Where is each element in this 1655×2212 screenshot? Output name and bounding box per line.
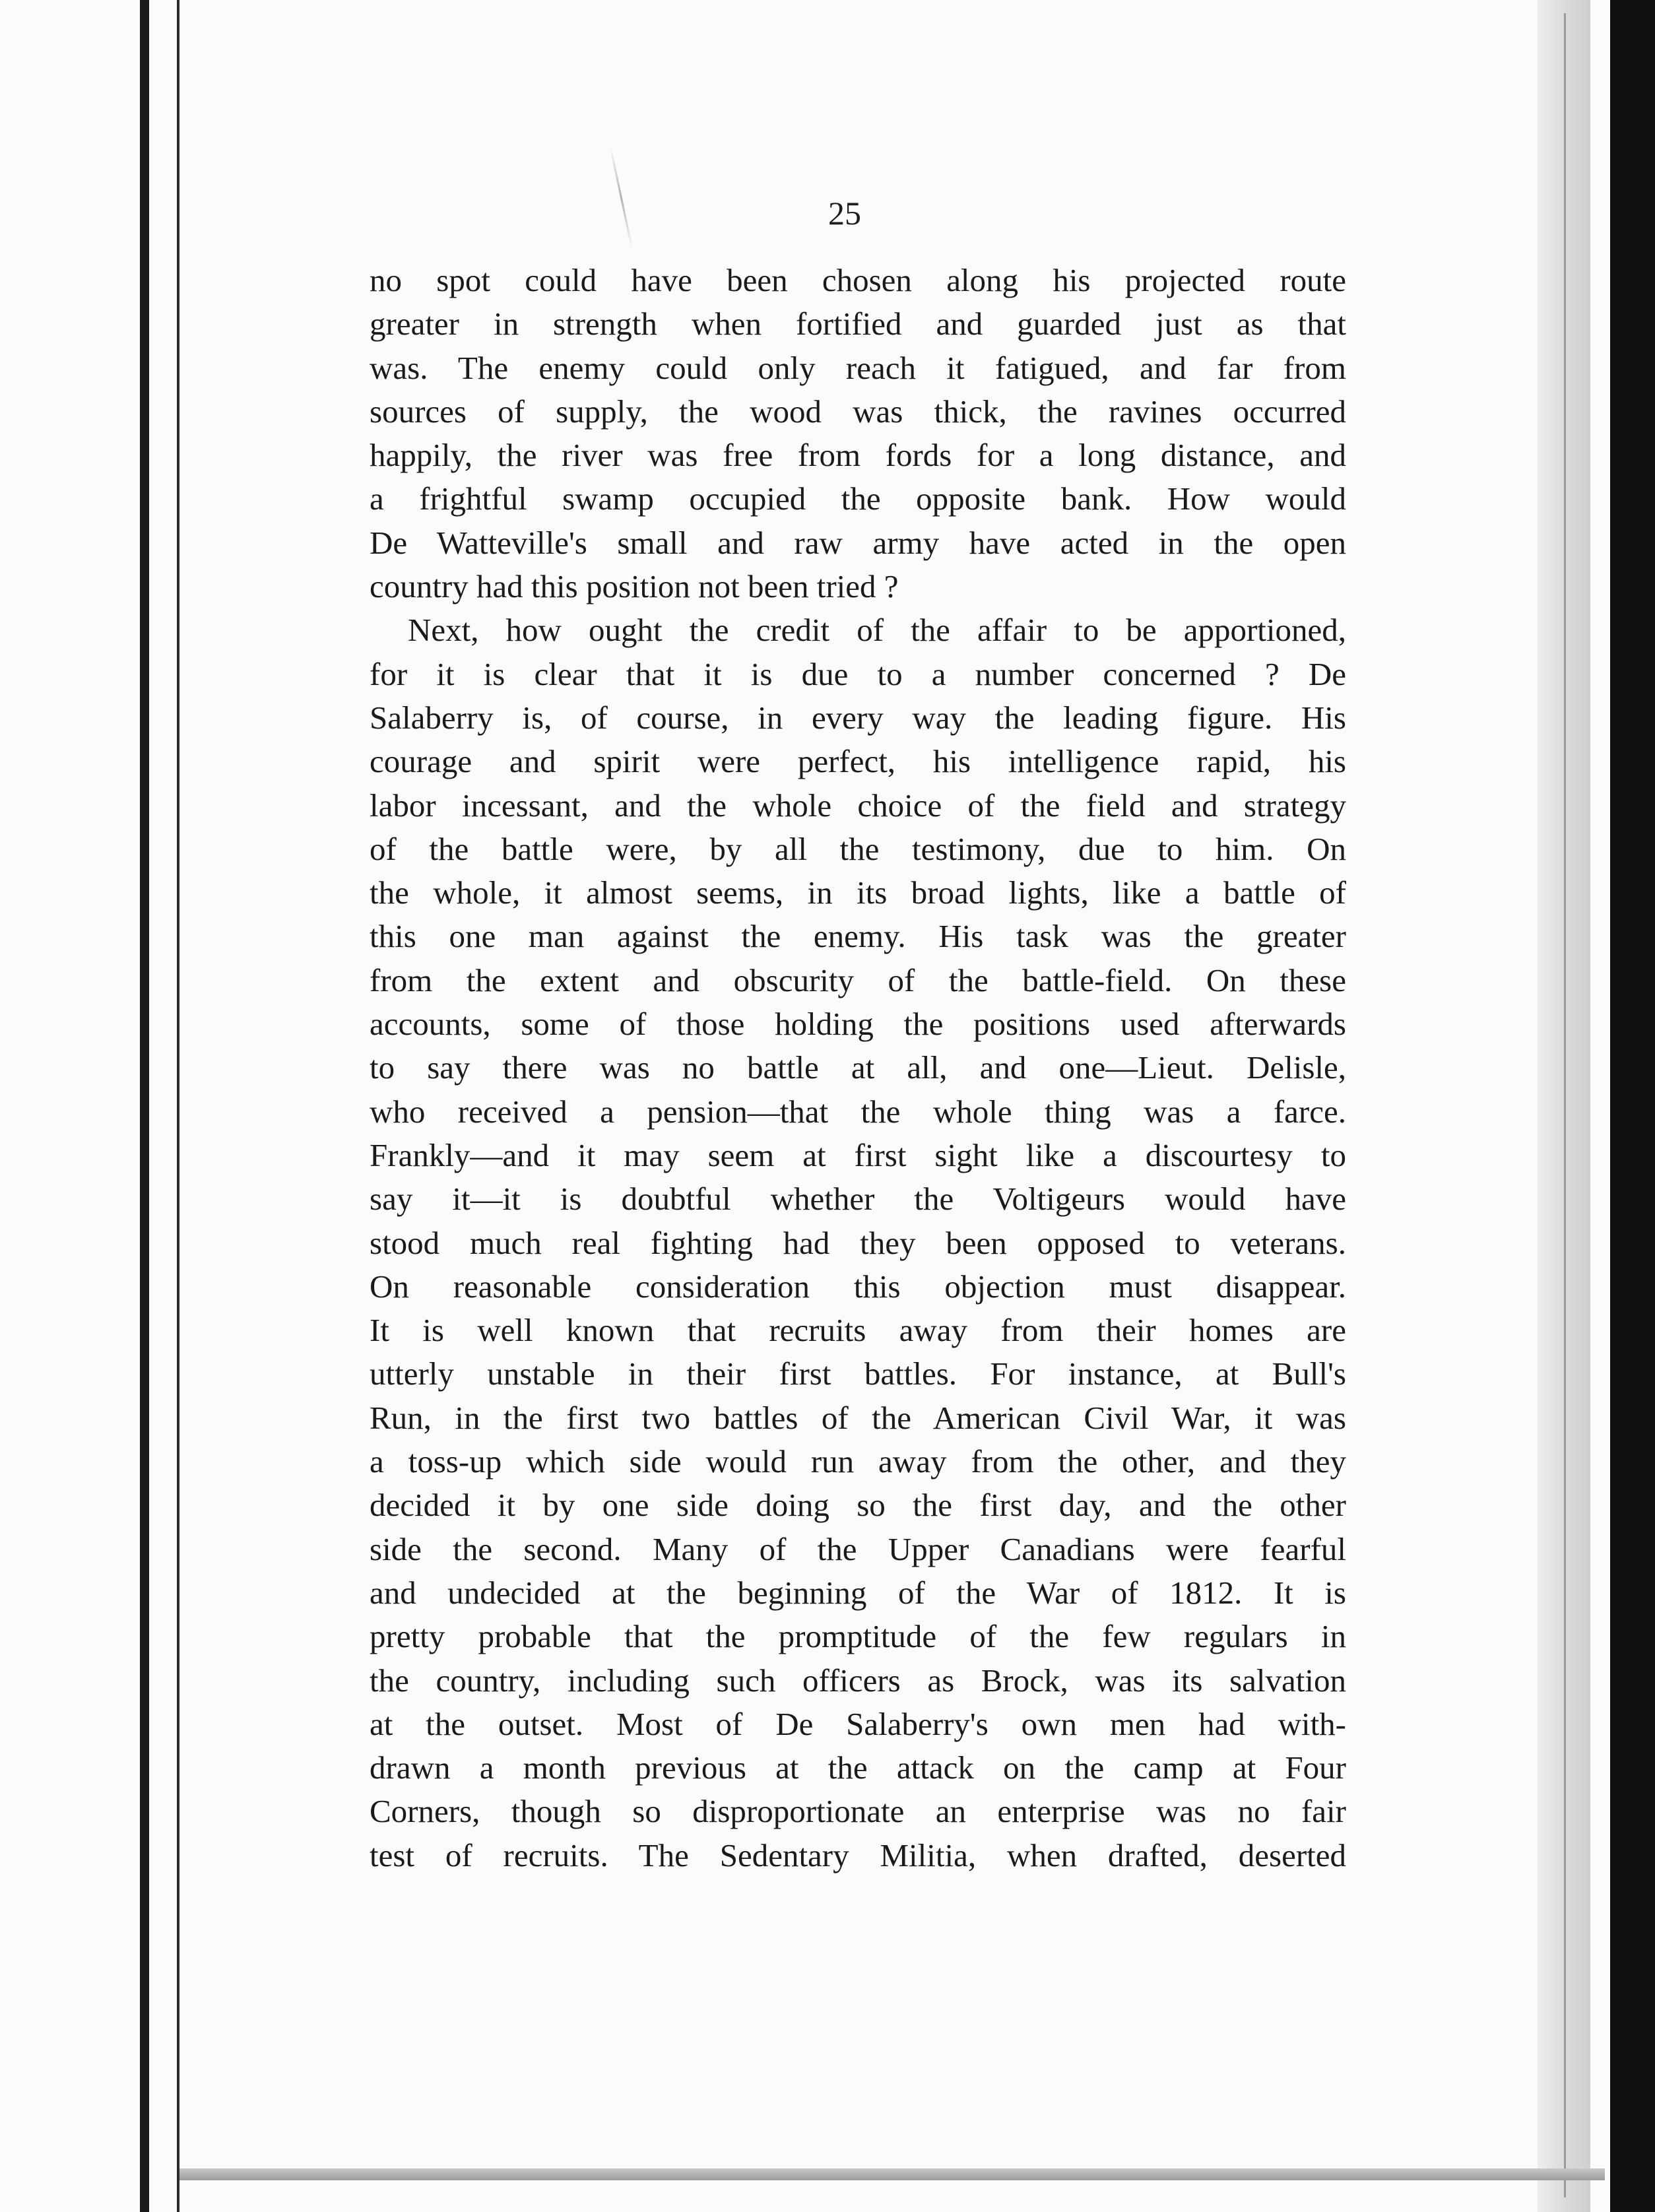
text-line: side the second. Many of the Upper Canadians were fearful bbox=[370, 1530, 1346, 1567]
text-line: greater in strength when fortified and guarded just as that bbox=[370, 306, 1346, 342]
text-line: Corners, though so disproportionate an enterprise was no fair bbox=[370, 1793, 1346, 1830]
text-line: drawn a month previous at the attack on the camp at Four bbox=[370, 1749, 1346, 1786]
text-line: Next, how ought the credit of the affair to be apportioned, bbox=[408, 612, 1346, 649]
text-line: courage and spirit were perfect, his intelligence rapid, his bbox=[370, 743, 1346, 780]
text-line: On reasonable consideration this objection must disappear. bbox=[370, 1268, 1346, 1305]
text-line: the whole, it almost seems, in its broad lights, like a battle of bbox=[370, 874, 1346, 911]
text-line: Frankly—and it may seem at first sight like a discourtesy to bbox=[370, 1136, 1346, 1173]
text-line: utterly unstable in their first battles. For instance, at Bull's bbox=[370, 1355, 1346, 1392]
text-line: no spot could have been chosen along his projected route bbox=[370, 262, 1346, 298]
body-text bbox=[370, 259, 1346, 1877]
page-edge-line bbox=[1564, 13, 1566, 2197]
text-line: who received a pension—that the whole thing was a farce. bbox=[370, 1093, 1346, 1130]
text-line: country had this position not been tried ? bbox=[370, 568, 899, 605]
text-line: stood much real fighting had they been opposed to veterans. bbox=[370, 1224, 1346, 1261]
text-line: pretty probable that the promptitude of the few regulars in bbox=[370, 1618, 1346, 1655]
text-line: was. The enemy could only reach it fatigued, and far from bbox=[370, 349, 1346, 386]
text-line: at the outset. Most of De Salaberry's own men had with- bbox=[370, 1705, 1346, 1742]
text-line: test of recruits. The Sedentary Militia, when drafted, deserted bbox=[370, 1837, 1346, 1873]
text-line: De Watteville's small and raw army have acted in the open bbox=[370, 524, 1346, 561]
page-gutter-line bbox=[177, 0, 179, 2212]
text-line: sources of supply, the wood was thick, the ravines occurred bbox=[370, 393, 1346, 430]
paper-crease bbox=[609, 146, 633, 249]
text-line: from the extent and obscurity of the battle-field. On these bbox=[370, 961, 1346, 998]
text-line: Run, in the first two battles of the American Civil War, it was bbox=[370, 1399, 1346, 1436]
text-line: to say there was no battle at all, and one—Lieut. Delisle, bbox=[370, 1049, 1346, 1086]
text-line: and undecided at the beginning of the War of 1812. It is bbox=[370, 1574, 1346, 1611]
text-line: labor incessant, and the whole choice of the field and strategy bbox=[370, 787, 1346, 824]
page-number: 25 bbox=[828, 195, 861, 232]
text-line: happily, the river was free from fords for a long distance, and bbox=[370, 437, 1346, 474]
text-line: of the battle were, by all the testimony, due to him. On bbox=[370, 830, 1346, 867]
text-line: It is well known that recruits away from their homes are bbox=[370, 1312, 1346, 1349]
text-line: Salaberry is, of course, in every way the leading figure. His bbox=[370, 699, 1346, 736]
text-line: a frightful swamp occupied the opposite bank. How would bbox=[370, 480, 1346, 517]
text-line: a toss-up which side would run away from the other, and they bbox=[370, 1443, 1346, 1480]
text-line: this one man against the enemy. His task was the greater bbox=[370, 918, 1346, 955]
text-line: say it—it is doubtful whether the Voltigeurs would have bbox=[370, 1181, 1346, 1218]
text-line: for it is clear that it is due to a number concerned ? De bbox=[370, 655, 1346, 692]
scan-background-edge bbox=[1610, 0, 1655, 2212]
binding-edge bbox=[140, 0, 149, 2212]
text-line: decided it by one side doing so the first day, and the other bbox=[370, 1487, 1346, 1524]
page-bottom-edge bbox=[179, 2168, 1605, 2180]
text-line: accounts, some of those holding the positions used afterwards bbox=[370, 1006, 1346, 1043]
text-line: the country, including such officers as Brock, was its salvation bbox=[370, 1662, 1346, 1699]
